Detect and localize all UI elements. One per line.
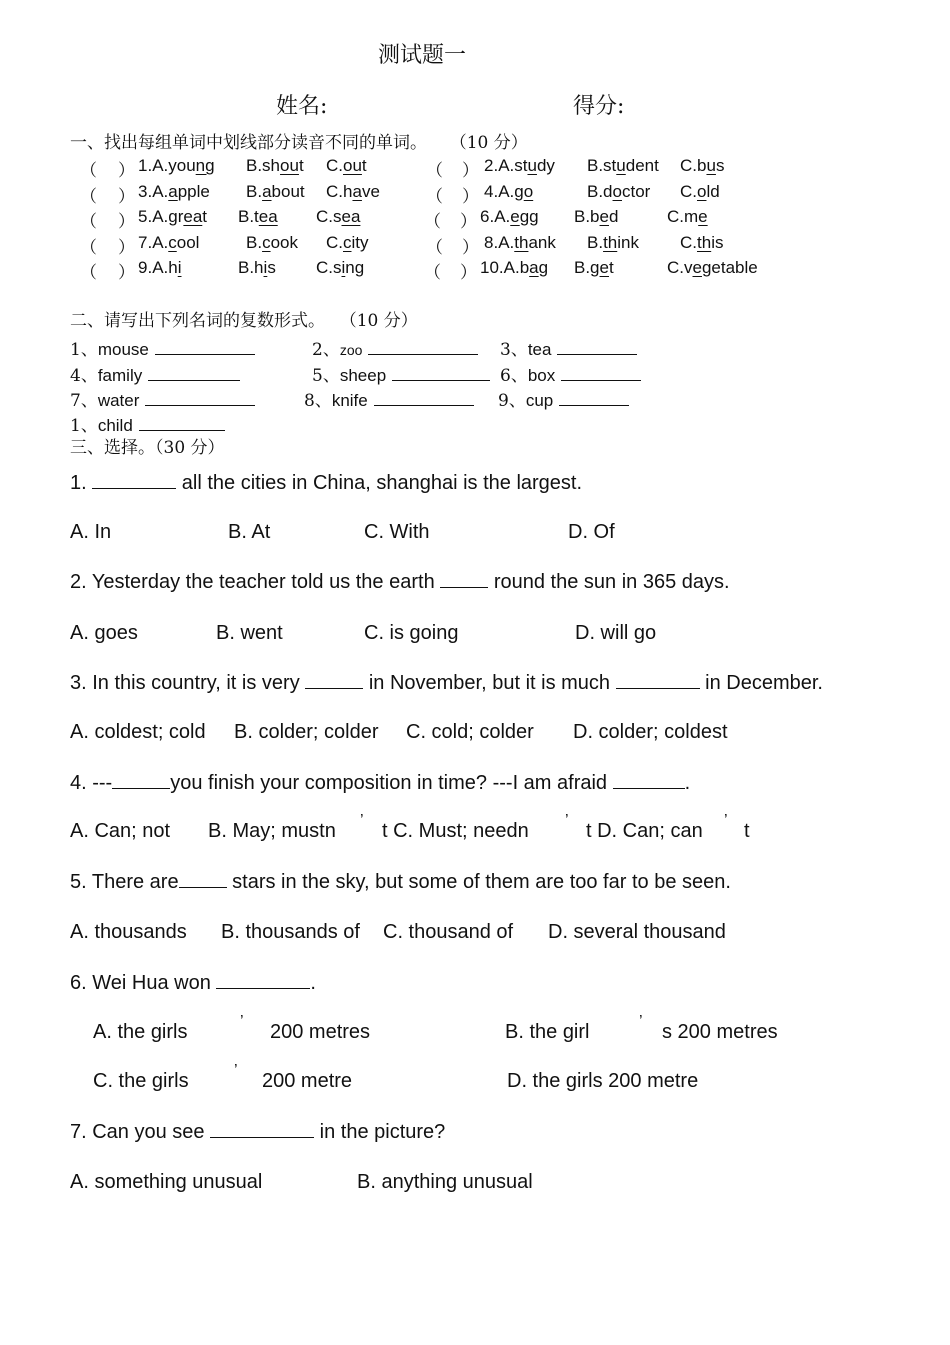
item-number: 3、: [500, 340, 528, 360]
q5-option-b[interactable]: B. thousands of: [221, 921, 360, 943]
score-label: 得分:: [573, 94, 625, 119]
item-number: 6.: [480, 207, 495, 226]
question-3: 3. In this country, it is very in November, but it is much in December.: [70, 672, 823, 694]
q6-option-b[interactable]: B. the girl: [505, 1021, 590, 1043]
noun-word: cup: [525, 391, 554, 410]
underlined-part: a: [352, 182, 362, 201]
option-text: ve: [361, 182, 380, 201]
q3-option-a[interactable]: A. coldest; cold: [70, 721, 206, 743]
apostrophe-mark: ’: [639, 1013, 643, 1030]
phonics-item: [138, 233, 199, 253]
option-text: B.h: [238, 258, 264, 277]
option-a-rest: dy: [536, 156, 555, 175]
answer-blank[interactable]: [368, 339, 478, 355]
phonics-item: [138, 258, 182, 278]
answer-paren-open[interactable]: （: [426, 187, 443, 207]
item-number: 4.: [484, 182, 499, 201]
answer-paren-open[interactable]: （: [80, 187, 97, 207]
option-a-rest: t: [202, 207, 208, 226]
q1-option-b[interactable]: B. At: [228, 521, 271, 543]
option-text: C.: [680, 182, 697, 201]
plural-item: [70, 386, 255, 411]
answer-blank[interactable]: [155, 339, 255, 355]
item-number: 9、: [498, 391, 526, 411]
underlined-part: ou: [280, 156, 299, 175]
noun-word: water: [97, 391, 140, 410]
item-number: 8、: [304, 391, 332, 411]
item-number: 1、: [70, 340, 98, 360]
section1-points: （10 分）: [449, 133, 528, 153]
answer-paren-close: ）: [118, 263, 135, 283]
option-c[interactable]: [326, 233, 369, 253]
underlined-part: a: [262, 182, 272, 201]
underlined-part: ng: [195, 156, 215, 175]
answer-paren-close: ）: [118, 161, 135, 181]
option-c[interactable]: [667, 207, 708, 227]
option-text: s: [267, 258, 276, 277]
option-a: A.st: [498, 156, 528, 175]
q5-option-d[interactable]: D. several thousand: [548, 921, 726, 943]
noun-word: family: [97, 366, 143, 385]
answer-paren-open[interactable]: （: [424, 263, 441, 283]
answer-blank[interactable]: [613, 773, 685, 789]
question-6: 6. Wei Hua won .: [70, 972, 316, 994]
option-text: B.sh: [246, 156, 281, 175]
q6-option-d[interactable]: D. the girls 200 metre: [507, 1070, 699, 1092]
apostrophe-mark: ’: [240, 1013, 244, 1030]
answer-blank[interactable]: [139, 415, 225, 431]
q2-option-a[interactable]: A. goes: [70, 622, 138, 644]
option-a: A.g: [498, 182, 524, 201]
option-a: A.: [498, 233, 515, 252]
option-c[interactable]: [680, 156, 724, 176]
phonics-item: [480, 207, 539, 227]
question-4: 4. --- you finish your composition in time? ---I am afraid .: [70, 772, 691, 794]
underlined-part: ou: [343, 156, 362, 175]
page-title: 测试题一: [378, 43, 467, 68]
section2-points: （10 分）: [339, 311, 418, 331]
option-text: B.b: [574, 207, 600, 226]
phonics-item: [480, 258, 548, 278]
q4-option-d-end: t: [744, 820, 750, 842]
option-b[interactable]: [238, 258, 276, 278]
option-b[interactable]: [246, 182, 305, 202]
answer-paren-open[interactable]: （: [80, 212, 97, 232]
item-number: 4、: [70, 366, 98, 386]
apostrophe-mark: ’: [234, 1062, 238, 1079]
underlined-part: c: [262, 233, 271, 252]
answer-blank[interactable]: [305, 673, 363, 689]
section3-points: （30 分）: [155, 438, 225, 458]
answer-blank[interactable]: [112, 773, 170, 789]
answer-blank[interactable]: [148, 365, 240, 381]
option-text: B.g: [574, 258, 600, 277]
option-text: B.st: [587, 156, 617, 175]
option-text: is: [711, 233, 724, 252]
section1-heading: 一、找出每组单词中划线部分读音不同的单词。 （10 分）: [70, 133, 528, 153]
plural-item: [498, 386, 629, 411]
plural-item: [304, 386, 474, 411]
answer-blank[interactable]: [92, 473, 176, 489]
q2-option-c[interactable]: C. is going: [364, 622, 459, 644]
option-a-rest: gg: [519, 207, 539, 226]
option-text: C.h: [326, 182, 353, 201]
answer-blank[interactable]: [210, 1122, 314, 1138]
noun-word: knife: [331, 391, 368, 410]
underlined-part: c: [168, 233, 177, 252]
option-text: ng: [345, 258, 365, 277]
answer-blank[interactable]: [374, 390, 474, 406]
question-5: 5. There are stars in the sky, but some of them are too far to be seen.: [70, 871, 731, 893]
answer-blank[interactable]: [616, 673, 700, 689]
underlined-part: th: [697, 233, 712, 252]
option-b[interactable]: [587, 233, 639, 253]
option-text: bout: [271, 182, 305, 201]
option-text: C.: [326, 156, 343, 175]
option-text: dent: [625, 156, 659, 175]
option-text: C.: [680, 233, 697, 252]
answer-blank[interactable]: [557, 339, 637, 355]
option-a: A.you: [152, 156, 196, 175]
q4-option-b[interactable]: B. May; mustn: [208, 820, 336, 842]
q6-option-b-end: s 200 metres: [662, 1021, 778, 1043]
noun-word: zoo: [339, 342, 363, 358]
answer-blank[interactable]: [559, 390, 629, 406]
item-number: 5.: [138, 207, 153, 226]
answer-paren-close: ）: [460, 263, 477, 283]
item-number: 5、: [312, 366, 340, 386]
plural-item: [312, 335, 478, 360]
plural-item: [70, 335, 255, 360]
option-c[interactable]: [326, 182, 380, 202]
item-number: 1、: [70, 416, 98, 436]
noun-word: box: [527, 366, 556, 385]
item-number: 8.: [484, 233, 499, 252]
option-b[interactable]: [587, 156, 659, 176]
underlined-part: e: [698, 207, 708, 226]
option-c[interactable]: [680, 182, 720, 202]
question-2: 2. Yesterday the teacher told us the earth round the sun in 365 days.: [70, 571, 730, 593]
answer-paren-open[interactable]: （: [424, 212, 441, 232]
noun-word: child: [97, 416, 133, 435]
noun-word: mouse: [97, 340, 149, 359]
underlined-part: a: [529, 258, 539, 277]
q6-option-c-end: 200 metre: [262, 1070, 353, 1092]
answer-paren-open[interactable]: （: [80, 263, 97, 283]
item-number: 2.: [484, 156, 499, 175]
item-number: 10.: [480, 258, 504, 277]
option-text: ctor: [622, 182, 651, 201]
underlined-part: e: [692, 258, 702, 277]
option-b[interactable]: [238, 207, 278, 227]
phonics-item: [484, 182, 533, 202]
item-number: 7、: [70, 391, 98, 411]
q7-option-b[interactable]: B. anything unusual: [357, 1171, 533, 1193]
phonics-item: [138, 156, 215, 176]
underlined-part: o: [612, 182, 622, 201]
option-a: A.: [152, 233, 169, 252]
underlined-part: ea: [183, 207, 203, 226]
item-number: 9.: [138, 258, 153, 277]
answer-paren-open[interactable]: （: [80, 238, 97, 258]
answer-paren-close: ）: [462, 187, 479, 207]
question-1: 1. all the cities in China, shanghai is the largest.: [70, 472, 583, 494]
option-c[interactable]: [680, 233, 723, 253]
answer-blank[interactable]: [179, 872, 227, 888]
answer-blank[interactable]: [392, 365, 490, 381]
option-text: C.s: [316, 258, 342, 277]
question-7: 7. Can you see in the picture?: [70, 1121, 446, 1143]
option-text: C.: [326, 233, 343, 252]
option-text: d: [609, 207, 619, 226]
answer-blank[interactable]: [216, 973, 310, 989]
underlined-part: c: [343, 233, 352, 252]
option-b[interactable]: [587, 182, 650, 202]
phonics-item: [484, 156, 555, 176]
option-c[interactable]: [667, 258, 758, 278]
underlined-part: e: [599, 258, 609, 277]
option-a: A.h: [152, 258, 178, 277]
answer-paren-close: ）: [462, 161, 479, 181]
item-number: 7.: [138, 233, 153, 252]
q1-option-d[interactable]: D. Of: [568, 521, 615, 543]
plural-item: [500, 361, 641, 386]
noun-word: sheep: [339, 366, 387, 385]
option-text: B.: [246, 233, 263, 252]
option-text: B.d: [587, 182, 613, 201]
answer-blank[interactable]: [145, 390, 255, 406]
option-c[interactable]: [316, 207, 360, 227]
option-c[interactable]: [326, 156, 367, 176]
option-text: ook: [270, 233, 298, 252]
q1-option-c[interactable]: C. With: [364, 521, 430, 543]
q3-option-b[interactable]: B. colder; colder: [234, 721, 379, 743]
underlined-part: e: [510, 207, 520, 226]
answer-paren-open[interactable]: （: [80, 161, 97, 181]
section3-heading: 三、选择。（30 分）: [70, 438, 225, 458]
item-number: 1.: [138, 156, 153, 175]
underlined-part: a: [168, 182, 178, 201]
option-a-rest: ank: [528, 233, 556, 252]
option-text: ld: [706, 182, 720, 201]
option-text: C.b: [680, 156, 707, 175]
q2-option-b[interactable]: B. went: [216, 622, 283, 644]
underlined-part: e: [599, 207, 609, 226]
name-label: 姓名:: [276, 94, 328, 119]
option-text: s: [715, 156, 725, 175]
answer-paren-close: ）: [118, 212, 135, 232]
option-text: B.t: [238, 207, 259, 226]
option-a: A.: [494, 207, 511, 226]
answer-paren-open[interactable]: （: [426, 238, 443, 258]
underlined-part: th: [603, 233, 618, 252]
item-number: 6、: [500, 366, 528, 386]
answer-blank[interactable]: [440, 572, 488, 588]
option-a-rest: g: [538, 258, 549, 277]
option-text: C.s: [316, 207, 342, 226]
plural-item: [70, 361, 240, 386]
item-number: 2、: [312, 340, 340, 360]
apostrophe-mark: ’: [724, 812, 728, 829]
phonics-item: [138, 182, 210, 202]
underlined-part: u: [706, 156, 716, 175]
answer-paren-open[interactable]: （: [426, 161, 443, 181]
underlined-part: u: [527, 156, 537, 175]
option-text: C.v: [667, 258, 693, 277]
option-text: getable: [701, 258, 758, 277]
q3-option-c[interactable]: C. cold; colder: [406, 721, 534, 743]
plural-item: [312, 361, 490, 386]
option-a-rest: ool: [176, 233, 200, 252]
underlined-part: u: [616, 156, 626, 175]
option-a-rest: pple: [177, 182, 210, 201]
answer-paren-close: ）: [462, 238, 479, 258]
answer-paren-close: ）: [460, 212, 477, 232]
section2-heading: 二、请写出下列名词的复数形式。 （10 分）: [70, 311, 418, 331]
underlined-part: o: [523, 182, 534, 201]
q5-option-c[interactable]: C. thousand of: [383, 921, 514, 943]
apostrophe-mark: ’: [565, 812, 569, 829]
option-text: B.: [246, 182, 263, 201]
option-text: t: [361, 156, 367, 175]
answer-paren-close: ）: [118, 187, 135, 207]
q6-option-a[interactable]: A. the girls: [93, 1021, 188, 1043]
noun-word: tea: [527, 340, 552, 359]
q6-option-a-end: 200 metres: [270, 1021, 371, 1043]
underlined-part: i: [177, 258, 182, 277]
underlined-part: ea: [341, 207, 361, 226]
q4-option-d[interactable]: t D. Can; can: [586, 820, 703, 842]
option-b[interactable]: [246, 233, 298, 253]
q7-option-a[interactable]: A. something unusual: [70, 1171, 263, 1193]
q3-option-d[interactable]: D. colder; coldest: [573, 721, 728, 743]
q4-option-a[interactable]: A. Can; not: [70, 820, 171, 842]
underlined-part: i: [341, 258, 346, 277]
underlined-part: i: [263, 258, 268, 277]
option-text: B.: [587, 233, 604, 252]
answer-blank[interactable]: [561, 365, 641, 381]
option-a: A.gr: [152, 207, 184, 226]
option-a: A.: [152, 182, 169, 201]
q2-option-d[interactable]: D. will go: [575, 622, 657, 644]
plural-item: [500, 335, 637, 360]
q4-option-c[interactable]: t C. Must; needn: [382, 820, 529, 842]
q1-option-a[interactable]: A. In: [70, 521, 112, 543]
option-text: ity: [351, 233, 369, 252]
underlined-part: o: [697, 182, 707, 201]
option-text: t: [609, 258, 614, 277]
item-number: 3.: [138, 182, 153, 201]
option-text: ink: [617, 233, 639, 252]
answer-paren-close: ）: [118, 238, 135, 258]
phonics-item: [484, 233, 556, 253]
option-b[interactable]: [574, 207, 618, 227]
option-text: t: [298, 156, 304, 175]
q6-option-c[interactable]: C. the girls: [93, 1070, 189, 1092]
option-b[interactable]: [246, 156, 304, 176]
underlined-part: th: [514, 233, 529, 252]
q5-option-a[interactable]: A. thousands: [70, 921, 187, 943]
option-b[interactable]: [574, 258, 614, 278]
phonics-item: [138, 207, 207, 227]
option-a: A.b: [503, 258, 530, 277]
option-text: C.m: [667, 207, 699, 226]
option-c[interactable]: [316, 258, 364, 278]
apostrophe-mark: ’: [360, 812, 364, 829]
underlined-part: ea: [258, 207, 278, 226]
